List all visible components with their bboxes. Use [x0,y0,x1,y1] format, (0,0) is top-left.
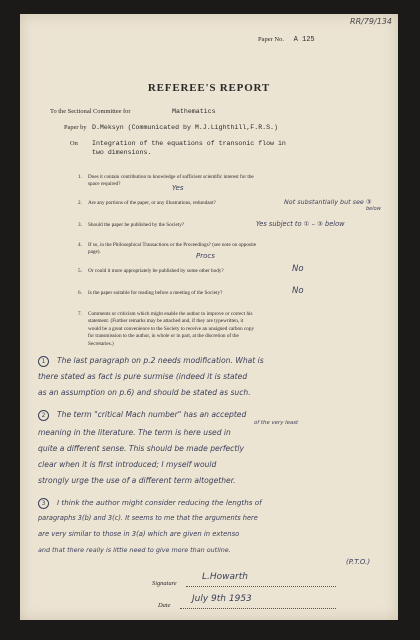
comment-text: paragraphs 3(b) and 3(c). It seems to me that the arguments here [38,514,258,522]
comment-text: The term "critical Mach number" has an accepted [57,410,247,419]
paper-by-label: Paper by [64,124,87,131]
question-text: Comments or criticism which might enable the author to improve or correct his [88,311,253,317]
question-number: 7. [78,311,82,317]
comment-text: clear when it is first introduced; I myself would [38,460,217,469]
question-5 [78,268,384,275]
question-text: for transmission to the author, in whole or in part, at the discretion of the [88,333,239,340]
please-turn-over-note: (P.T.O.) [346,558,371,566]
comment-text: quite a different sense. This should be made perfectly [38,444,244,453]
comment-text: and that there really is little need to give more than outline. [38,546,231,554]
comment-text: are very similar to those in 3(a) which are given in extenso [38,530,240,538]
question-text: Is the paper suitable for reading before a meeting of the Society? [88,290,223,296]
date-value: July 9th 1953 [192,594,252,604]
question-number: 5. [78,268,82,274]
question-number: 6. [78,290,82,296]
comment-line [38,476,236,485]
comment-insertion: of the very least [254,420,299,426]
on-label: On [70,140,78,147]
comment-marker: 2 [38,410,49,421]
on-value-line1: Integration of the equations of transonic flow in [92,140,286,147]
comment-line [38,428,231,437]
answer-2: Not substantially but see ③ [284,198,372,206]
on-value-line2: two dimensions. [92,149,152,156]
paper-by-value: D.Meksyn (Communicated by M.J.Lighthill,F.R.S.) [92,124,278,131]
signature-value: L.Howarth [202,572,248,582]
comment-text: meaning in the literature. The term is here used in [38,428,231,437]
answer-1: Yes [172,184,184,192]
question-text: statement. (Further remarks may be attached and, if they are typewritten, it [88,318,244,325]
comment-line [38,546,231,554]
question-4 [78,242,384,257]
comment-text: strongly urge the use of a different term altogether. [38,476,236,485]
question-1 [78,174,384,189]
archive-reference: RR/79/134 [350,17,392,26]
comment-line [38,530,239,538]
question-text: would be a great convenience to the Society to receive an unsigned carbon copy [88,325,255,332]
paper-number-label: Paper No. [258,36,284,43]
paper-number [258,36,315,44]
comment-line [38,388,251,397]
answer-5: No [292,264,304,274]
answer-6: No [292,286,304,296]
question-7 [78,311,384,348]
paper-number-value: A 125 [293,36,315,44]
comment-marker: 3 [38,498,49,509]
comment-text: I think the author might consider reducing the lengths of [57,498,262,507]
signature-line [186,574,336,587]
comment-line [38,460,216,469]
question-text: page). [88,249,101,256]
question-text: space required? [88,181,121,188]
date-line [180,596,336,609]
comment-line [38,356,264,367]
question-text: Does it contain contribution to knowledge of sufficient scientific interest for the [88,174,254,180]
committee-label: To the Sectional Committee for [50,108,131,115]
question-text: If so, in the Philosophical Transactions or the Proceedings? (see note on opposite [88,242,257,248]
comment-line [38,372,247,381]
comment-line [38,410,246,421]
question-text: Are any portions of the paper, or any illustrations, redundant? [88,200,216,206]
comment-line [38,444,244,453]
question-text: Secretaries.) [88,340,114,347]
answer-3: Yes subject to ① – ③ below [256,220,345,228]
comment-line [38,498,262,509]
question-text: Should the paper be published by the Society? [88,222,185,228]
comment-text: there stated as fact is pure surmise (indeed it is stated [38,372,248,381]
comment-line [38,514,258,522]
question-number: 1. [78,174,82,180]
question-number: 3. [78,222,82,228]
question-6 [78,290,384,297]
page-title: REFEREE'S REPORT [147,82,271,94]
comment-text: as an assumption on p.6) and should be stated as such. [38,388,251,397]
answer-2-continued: below [366,206,381,212]
question-text: Or could it more appropriately be published by some other body? [88,268,224,274]
comment-marker: 1 [38,356,49,367]
committee-value: Mathematics [172,108,216,115]
signature-label: Signature [152,580,177,587]
question-number: 2. [78,200,82,206]
referee-report-page [20,14,398,620]
answer-4: Procs [196,252,215,260]
date-label: Date [158,602,171,609]
question-number: 4. [78,242,82,248]
comment-text: The last paragraph on p.2 needs modification. What is [57,356,264,365]
